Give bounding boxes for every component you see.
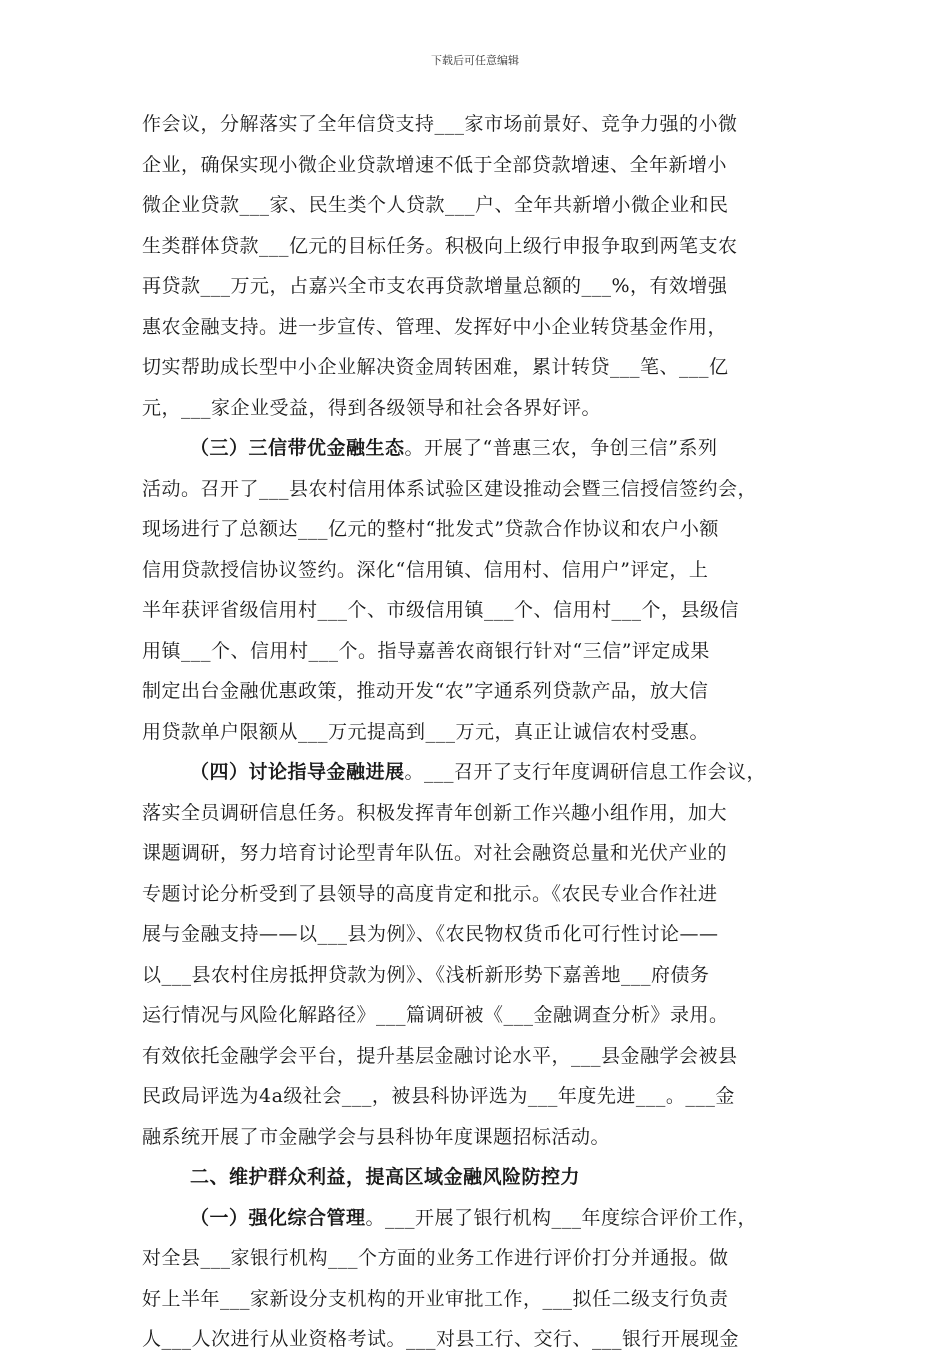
paragraph-text: 以___县农村住房抵押贷款为例》、《浅析新形势下嘉善地___府债务 — [142, 963, 710, 986]
paragraph-line — [142, 1076, 814, 1117]
paragraph-line — [142, 712, 814, 753]
paragraph-line — [142, 226, 814, 267]
paragraph-line — [142, 995, 814, 1036]
paragraph-text: 民政局评选为4a级社会___，被县科协评选为___年度先进___。___金 — [142, 1085, 735, 1107]
paragraph-line — [142, 185, 814, 226]
paragraph-text: 对全县___家银行机构___个方面的业务工作进行评价打分并通报。做 — [142, 1247, 729, 1269]
paragraph-text: 有效依托金融学会平台，提升基层金融讨论水平，___县金融学会被县 — [142, 1044, 738, 1067]
section-heading-line — [142, 1198, 814, 1239]
paragraph-line — [142, 266, 814, 307]
paragraph-text: 微企业贷款___家、民生类个人贷款___户、全年共新增小微企业和民 — [142, 194, 729, 216]
paragraph-text: 元，___家企业受益，得到各级领导和社会各界好评。 — [142, 396, 602, 419]
paragraph-line — [142, 914, 814, 955]
paragraph-text: 企业，确保实现小微企业贷款增速不低于全部贷款增速、全年新增小 — [142, 153, 728, 176]
paragraph-line — [142, 104, 814, 145]
paragraph-text: 好上半年___家新设分支机构的开业审批工作，___拟任二级支行负责 — [142, 1287, 729, 1310]
paragraph-text: 展与金融支持——以___县为例》、《农民物权货币化可行性讨论—— — [142, 923, 719, 945]
section-heading: （三）三信带优金融生态 — [190, 437, 405, 459]
document-body — [142, 104, 814, 1360]
paragraph-text: 制定出台金融优惠政策，推动开发“农”字通系列贷款产品，放大信 — [142, 680, 709, 702]
paragraph-text: 。___召开了支行年度调研信息工作会议， — [404, 761, 767, 783]
paragraph-text: 专题讨论分析受到了县领导的高度肯定和批示。《农民专业合作社进 — [142, 882, 718, 905]
section-heading-line — [142, 428, 814, 469]
paragraph-text: 半年获评省级信用村___个、市级信用镇___个、信用村___个，县级信 — [142, 599, 740, 621]
paragraph-text: 现场进行了总额达___亿元的整村“批发式”贷款合作协议和农户小额 — [142, 518, 719, 540]
section-heading: （一）强化综合管理 — [190, 1206, 366, 1229]
section-heading-line — [142, 752, 814, 793]
section-heading: 二、维护群众利益，提高区域金融风险防控力 — [190, 1166, 581, 1188]
paragraph-text: 用贷款单户限额从___万元提高到___万元，真正让诚信农村受惠。 — [142, 720, 710, 743]
paragraph-text: 落实全员调研信息任务。积极发挥青年创新工作兴趣小组作用，加大 — [142, 801, 728, 824]
paragraph-text: 运行情况与风险化解路径》___篇调研被《___金融调查分析》录用。 — [142, 1004, 729, 1026]
paragraph-line — [142, 1279, 814, 1320]
paragraph-line — [142, 307, 814, 348]
paragraph-text: 作会议，分解落实了全年信贷支持___家市场前景好、竞争力强的小微 — [142, 113, 738, 135]
paragraph-line — [142, 509, 814, 550]
paragraph-text: 活动。召开了___县农村信用体系试验区建设推动会暨三信授信签约会， — [142, 477, 758, 500]
paragraph-text: 用镇___个、信用村___个。指导嘉善农商银行针对“三信”评定成果 — [142, 639, 710, 662]
paragraph-line — [142, 1319, 814, 1360]
paragraph-text: 再贷款___万元，占嘉兴全市支农再贷款增量总额的___%，有效增强 — [142, 275, 728, 297]
paragraph-text: 融系统开展了市金融学会与县科协年度课题招标活动。 — [142, 1125, 611, 1148]
paragraph-line — [142, 1238, 814, 1279]
paragraph-line — [142, 388, 814, 429]
page-header: 下载后可任意编辑 — [431, 54, 519, 67]
paragraph-line — [142, 550, 814, 591]
paragraph-line — [142, 347, 814, 388]
paragraph-text: 。___开展了银行机构___年度综合评价工作， — [365, 1206, 758, 1229]
paragraph-text: 。开展了“普惠三农，争创三信”系列 — [404, 437, 718, 459]
paragraph-line — [142, 671, 814, 712]
paragraph-text: 生类群体贷款___亿元的目标任务。积极向上级行申报争取到两笔支农 — [142, 234, 738, 257]
paragraph-text: 课题调研，努力培育讨论型青年队伍。对社会融资总量和光伏产业的 — [142, 842, 728, 864]
paragraph-line — [142, 590, 814, 631]
paragraph-text: 信用贷款授信协议签约。深化“信用镇、信用村、信用户”评定，上 — [142, 558, 709, 581]
paragraph-line — [142, 874, 814, 915]
paragraph-line — [142, 145, 814, 186]
paragraph-line — [142, 1036, 814, 1077]
paragraph-line — [142, 469, 814, 510]
section-heading: （四）讨论指导金融进展 — [190, 761, 405, 783]
section-heading-line — [142, 1157, 814, 1198]
paragraph-line — [142, 955, 814, 996]
paragraph-text: 人___人次进行从业资格考试。___对县工行、交行、___银行开展现金 — [142, 1328, 740, 1350]
paragraph-text: 切实帮助成长型中小企业解决资金周转困难，累计转贷___笔、___亿 — [142, 356, 729, 378]
paragraph-line — [142, 833, 814, 874]
paragraph-line — [142, 793, 814, 834]
paragraph-line — [142, 1117, 814, 1158]
paragraph-line — [142, 631, 814, 672]
paragraph-text: 惠农金融支持。进一步宣传、管理、发挥好中小企业转贷基金作用， — [142, 315, 728, 338]
